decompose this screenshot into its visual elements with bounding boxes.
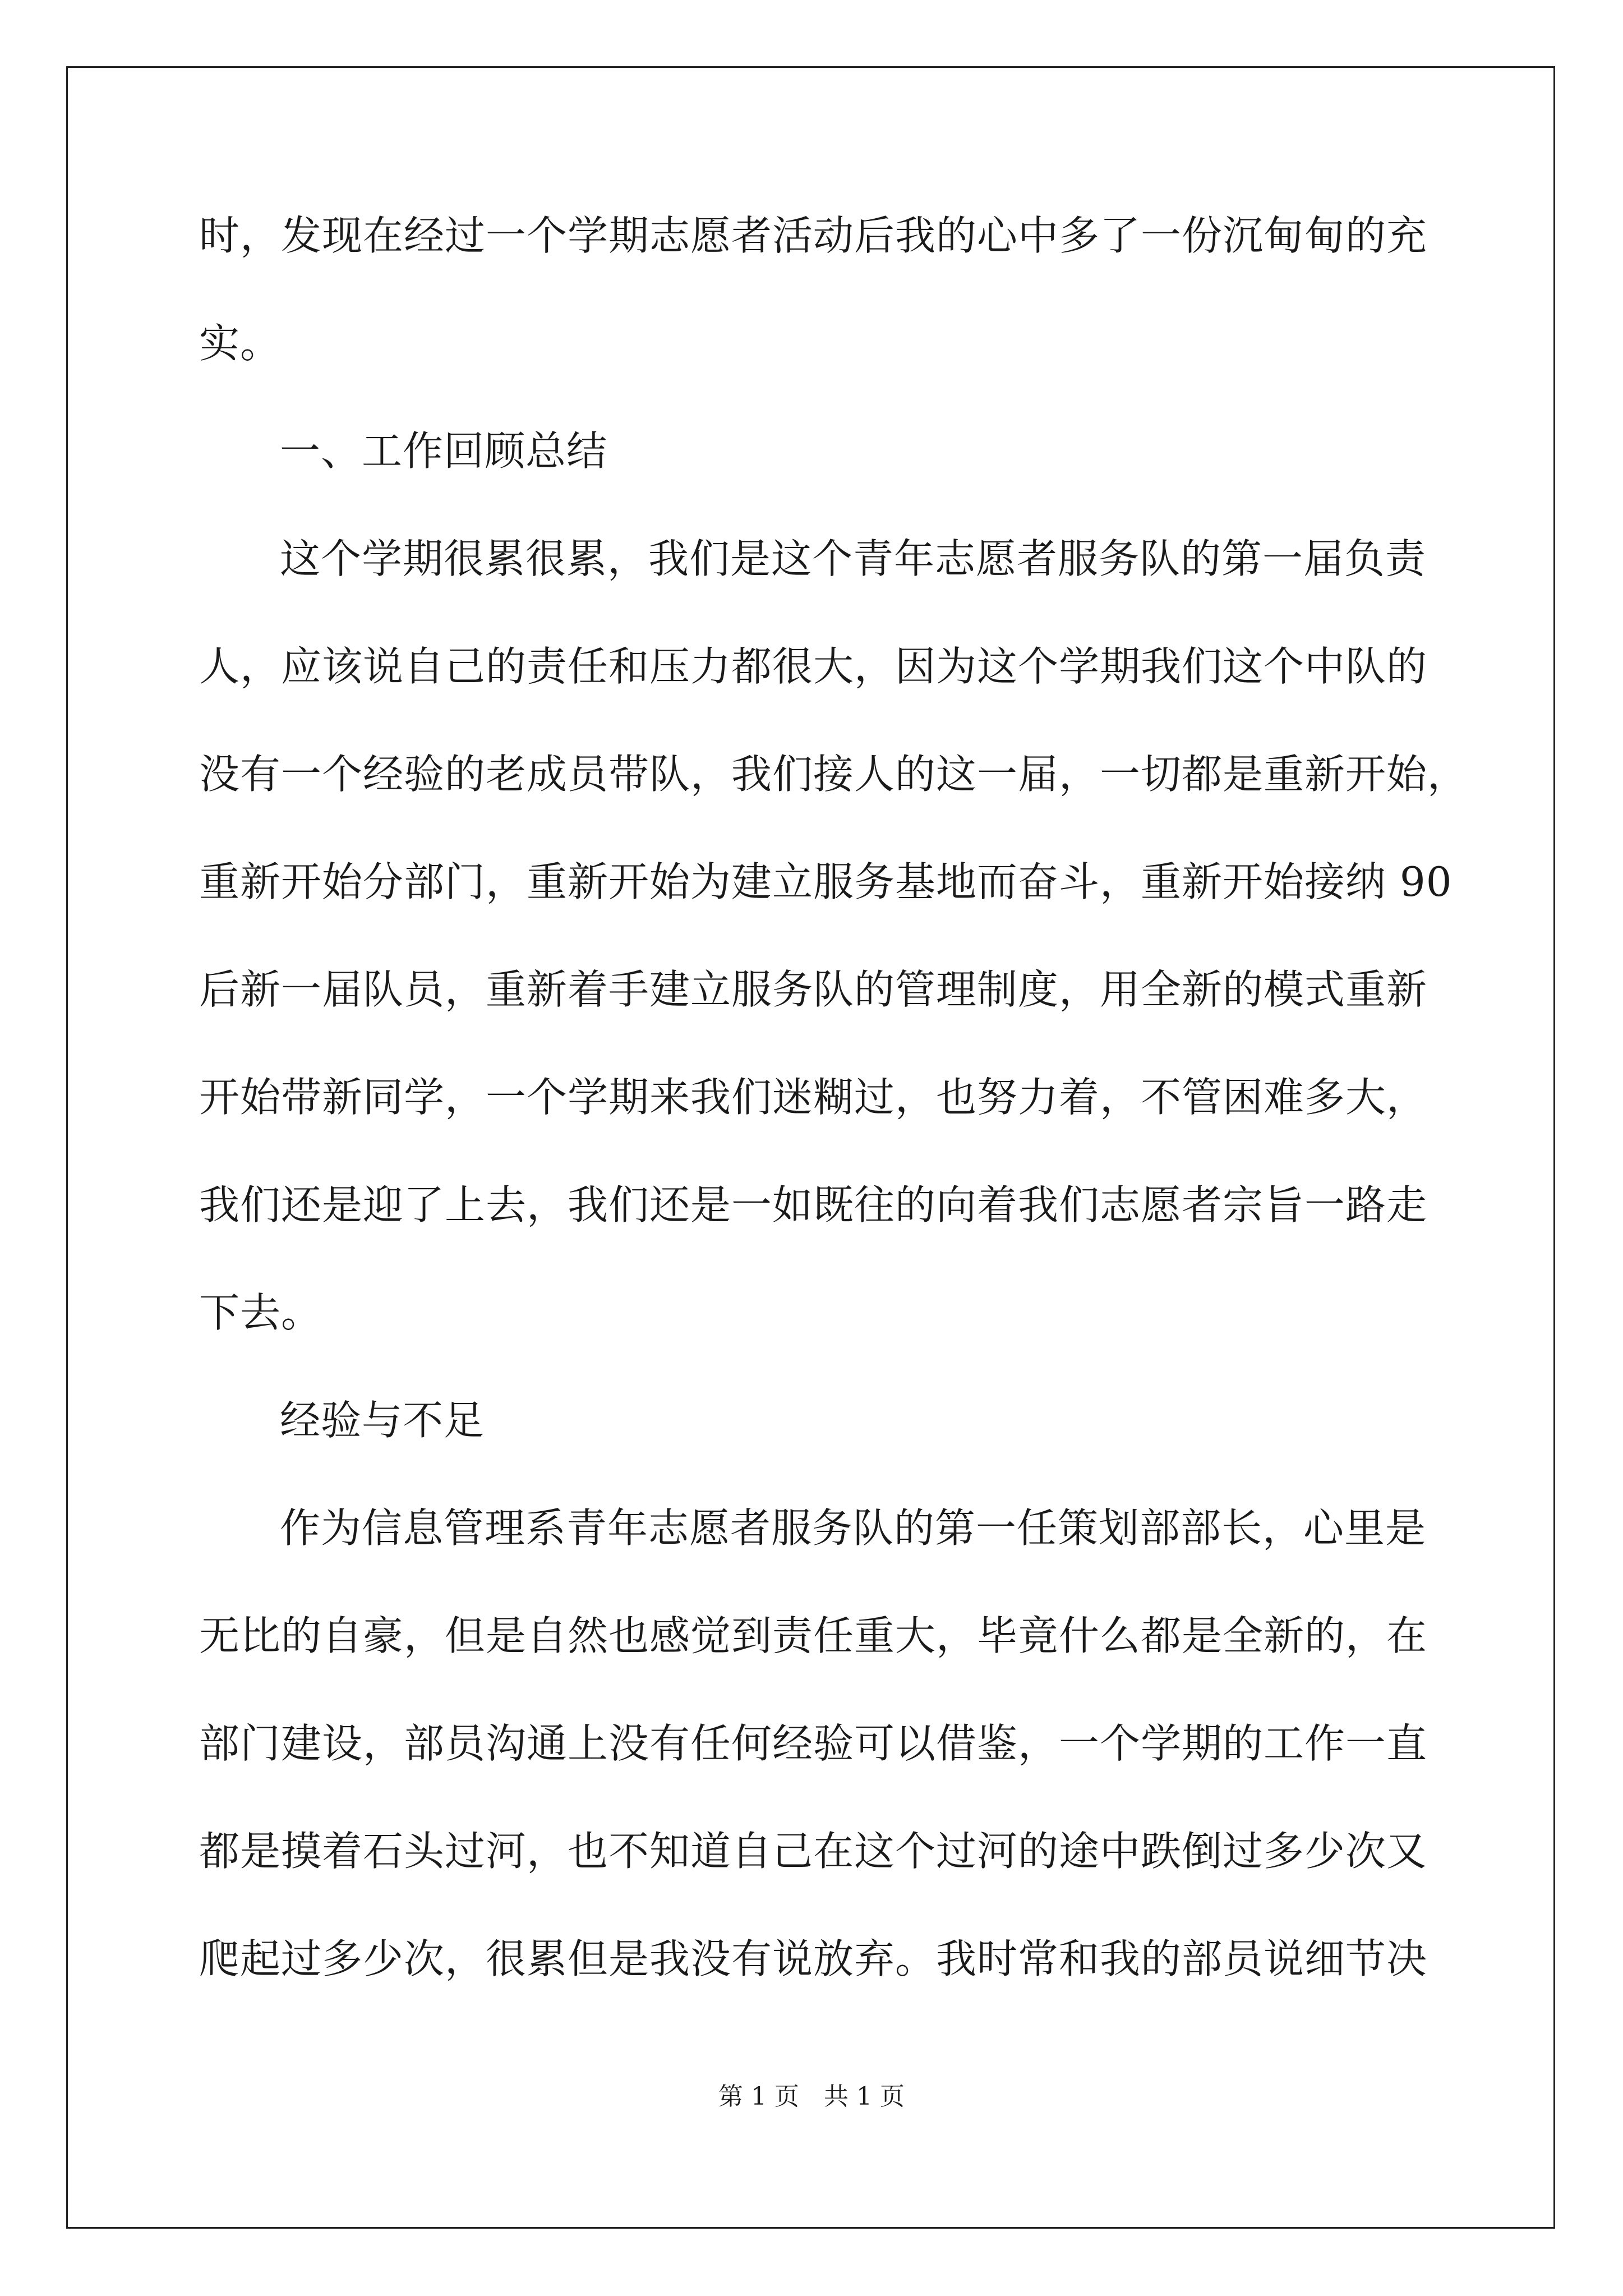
text-line: 部门建设，部员沟通上没有任何经验可以借鉴，一个学期的工作一直 (199, 1720, 1428, 1767)
text-line: 下去。 (199, 1289, 322, 1336)
section-heading: 经验与不足 (280, 1397, 485, 1444)
text-line: 作为信息管理系青年志愿者服务队的第一任策划部部长，心里是 (280, 1504, 1427, 1552)
text-line: 这个学期很累很累，我们是这个青年志愿者服务队的第一届负责 (280, 535, 1427, 582)
page-frame (66, 66, 1555, 2229)
text-line: 人，应该说自己的责任和压力都很大，因为这个学期我们这个中队的 (199, 643, 1428, 690)
text-line: 后新一届队员，重新着手建立服务队的管理制度，用全新的模式重新 (199, 966, 1428, 1013)
text-line: 实。 (199, 320, 282, 367)
page-footer: 第 1 页 共 1 页 (718, 2082, 905, 2111)
text-line: 重新开始分部门，重新开始为建立服务基地而奋斗，重新开始接纳 90 (199, 858, 1453, 905)
text-line: 无比的自豪，但是自然也感觉到责任重大，毕竟什么都是全新的，在 (199, 1612, 1428, 1659)
text-line: 时，发现在经过一个学期志愿者活动后我的心中多了一份沉甸甸的充 (199, 212, 1428, 259)
text-line: 没有一个经验的老成员带队，我们接人的这一届，一切都是重新开始， (199, 751, 1469, 798)
text-line: 我们还是迎了上去，我们还是一如既往的向着我们志愿者宗旨一路走 (199, 1181, 1428, 1228)
section-heading: 一、工作回顾总结 (280, 427, 608, 475)
text-line: 爬起过多少次，很累但是我没有说放弃。我时常和我的部员说细节决 (199, 1935, 1428, 1982)
text-line: 开始带新同学，一个学期来我们迷糊过，也努力着，不管困难多大， (199, 1074, 1428, 1121)
text-line: 都是摸着石头过河，也不知道自己在这个过河的途中跌倒过多少次又 (199, 1828, 1428, 1875)
